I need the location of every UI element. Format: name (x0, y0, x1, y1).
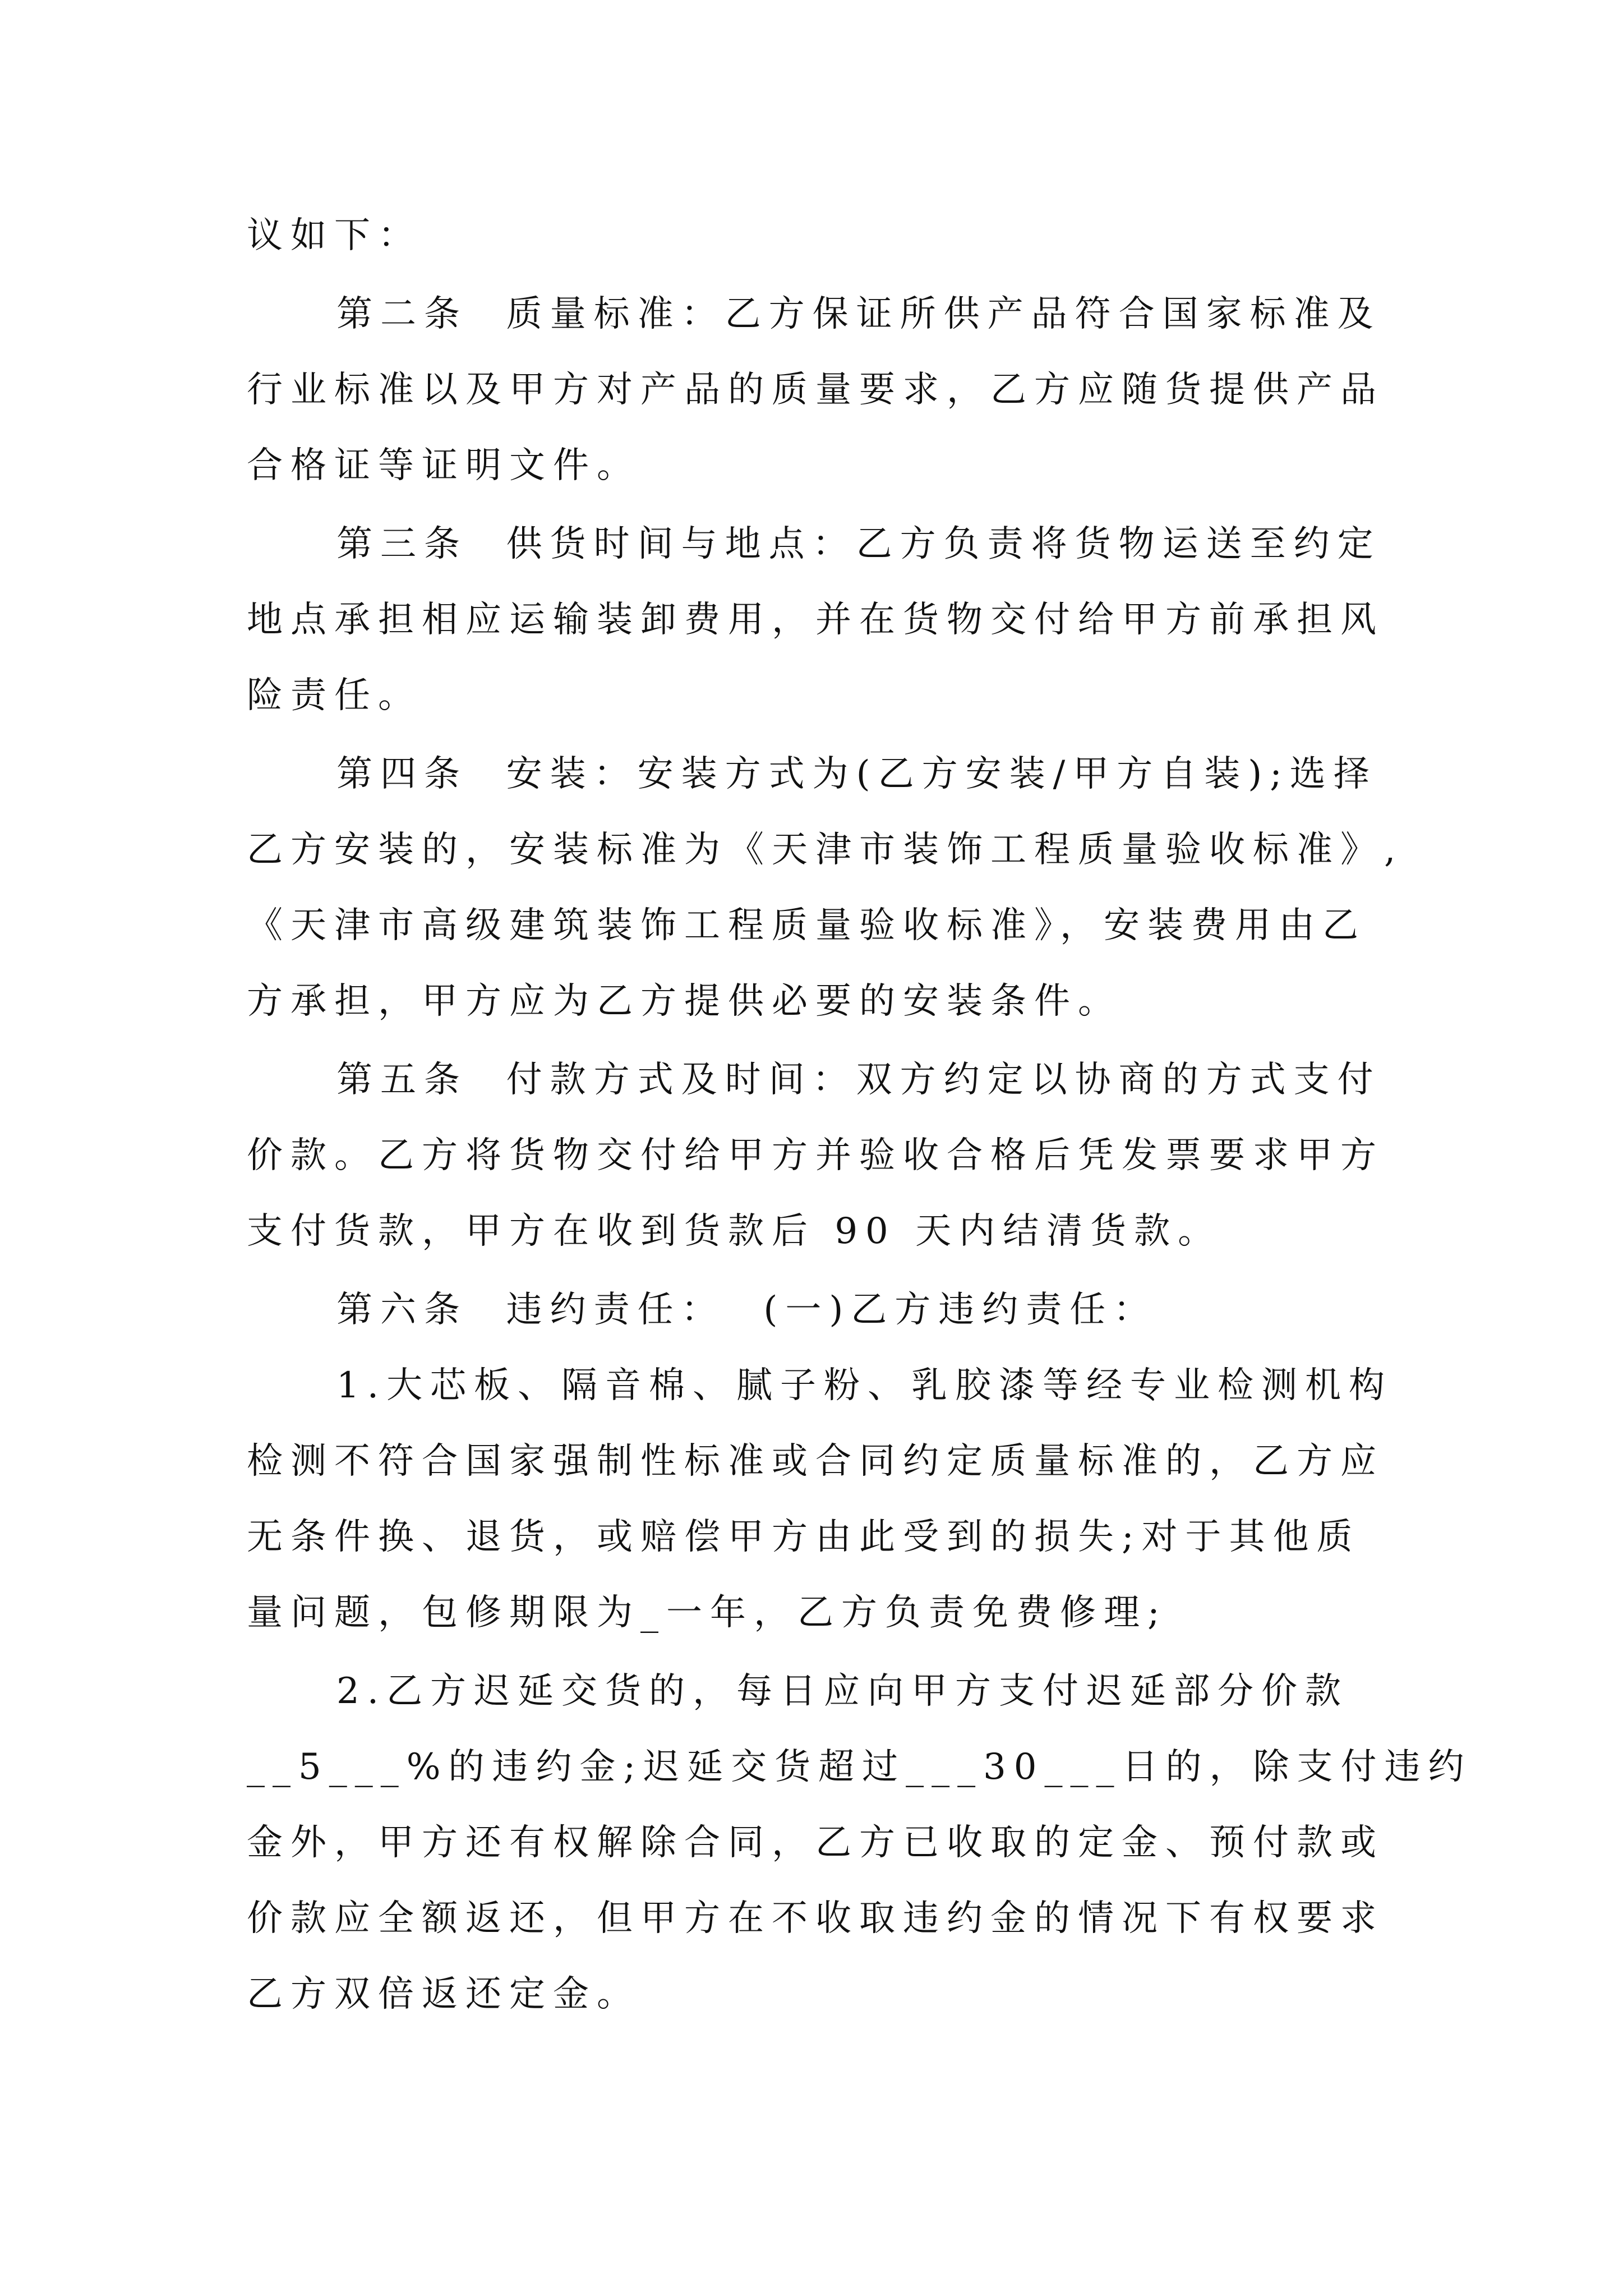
clause-1-line: 1.大芯板、隔音棉、腻子粉、乳胶漆等经专业检测机构 (336, 1365, 1393, 1406)
text-line: 方承担，甲方应为乙方提供必要的安装条件。 (247, 981, 1122, 1022)
article-4-heading-line: 第四条 安装：安装方式为(乙方安装/甲方自装);选择 (336, 753, 1377, 795)
text-line: 合格证等证明文件。 (247, 445, 640, 486)
text-line: 无条件换、退货，或赔偿甲方由此受到的损失;对于其他质 (247, 1516, 1361, 1558)
text-line: 价款应全额返还，但甲方在不收取违约金的情况下有权要求 (247, 1898, 1384, 1939)
text-line: 支付货款，甲方在收到货款后 90 天内结清货款。 (247, 1211, 1222, 1252)
clause-2-line: 2.乙方迟延交货的，每日应向甲方支付迟延部分价款 (336, 1671, 1349, 1712)
text-line: 地点承担相应运输装卸费用，并在货物交付给甲方前承担风 (247, 599, 1384, 641)
article-2-heading-line: 第二条 质量标准：乙方保证所供产品符合国家标准及 (336, 293, 1381, 335)
text-line: 量问题，包修期限为_一年，乙方负责免费修理; (247, 1592, 1168, 1634)
text-line: 价款。乙方将货物交付给甲方并验收合格后凭发票要求甲方 (247, 1135, 1384, 1176)
article-3-heading-line: 第三条 供货时间与地点：乙方负责将货物运送至约定 (336, 523, 1381, 565)
text-line: 检测不符合国家强制性标准或合同约定质量标准的，乙方应 (247, 1441, 1384, 1482)
article-6-heading-line: 第六条 违约责任： (一)乙方违约责任： (336, 1289, 1158, 1331)
text-line: 议如下： (247, 215, 422, 256)
text-line: 乙方双倍返还定金。 (247, 1973, 640, 2015)
text-line: 《天津市高级建筑装饰工程质量验收标准》，安装费用由乙 (247, 905, 1366, 946)
text-line: 乙方安装的，安装标准为《天津市装饰工程质量验收标准》, (247, 829, 1404, 871)
article-5-heading-line: 第五条 付款方式及时间：双方约定以协商的方式支付 (336, 1059, 1381, 1101)
text-line: 险责任。 (247, 675, 422, 716)
text-line: __5___%的违约金;迟延交货超过___30___日的，除支付违约 (247, 1746, 1472, 1788)
text-line: 金外，甲方还有权解除合同，乙方已收取的定金、预付款或 (247, 1822, 1384, 1864)
text-line: 行业标准以及甲方对产品的质量要求，乙方应随货提供产品 (247, 369, 1384, 411)
